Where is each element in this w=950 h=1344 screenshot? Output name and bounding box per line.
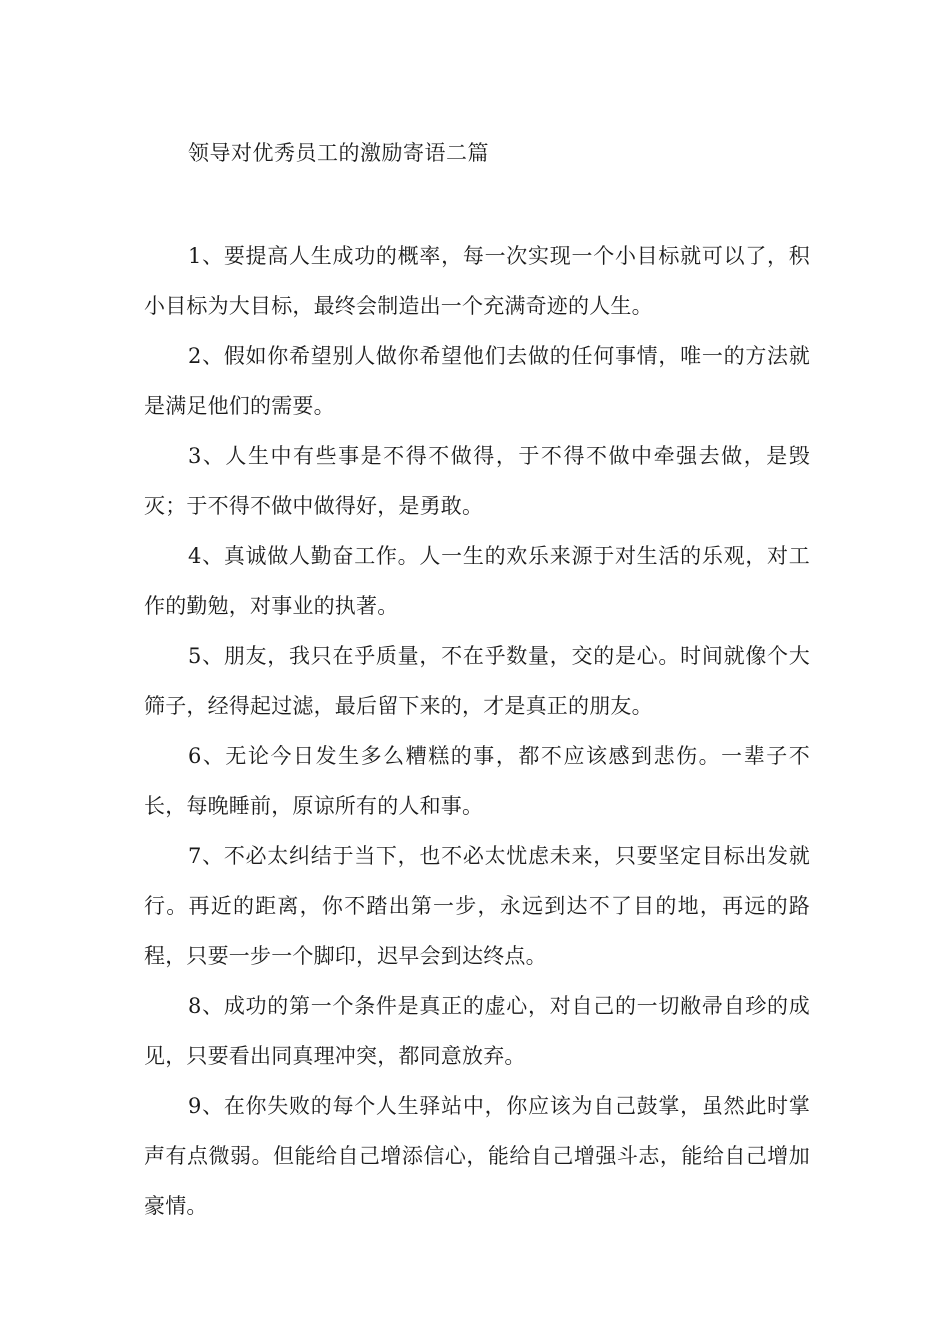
paragraph-3: 3、人生中有些事是不得不做得，于不得不做中牵强去做，是毁灭；于不得不做中做得好，是勇敢。 bbox=[144, 444, 810, 518]
paragraph-2: 2、假如你希望别人做你希望他们去做的任何事情，唯一的方法就是满足他们的需要。 bbox=[144, 344, 810, 418]
paragraph-1: 1、要提高人生成功的概率，每一次实现一个小目标就可以了，积小目标为大目标，最终会制造出一个充满奇迹的人生。 bbox=[144, 244, 810, 318]
paragraph-4: 4、真诚做人勤奋工作。人一生的欢乐来源于对生活的乐观，对工作的勤勉，对事业的执著。 bbox=[144, 544, 810, 618]
document-title: 领导对优秀员工的激励寄语二篇 bbox=[188, 141, 489, 165]
paragraph-7: 7、不必太纠结于当下，也不必太忧虑未来，只要坚定目标出发就行。再近的距离，你不踏出第一步，永远到达不了目的地，再远的路程，只要一步一个脚印，迟早会到达终点。 bbox=[144, 844, 810, 968]
document-body bbox=[144, 231, 810, 1231]
paragraph-5: 5、朋友，我只在乎质量，不在乎数量，交的是心。时间就像个大筛子，经得起过滤，最后留下来的，才是真正的朋友。 bbox=[144, 644, 810, 718]
paragraph-6: 6、无论今日发生多么糟糕的事，都不应该感到悲伤。一辈子不长，每晚睡前，原谅所有的人和事。 bbox=[144, 744, 810, 818]
paragraph-9: 9、在你失败的每个人生驿站中，你应该为自己鼓掌，虽然此时掌声有点微弱。但能给自己增添信心，能给自己增强斗志，能给自己增加豪情。 bbox=[144, 1094, 810, 1218]
paragraph-8: 8、成功的第一个条件是真正的虚心，对自己的一切敝帚自珍的成见，只要看出同真理冲突，都同意放弃。 bbox=[144, 994, 810, 1068]
